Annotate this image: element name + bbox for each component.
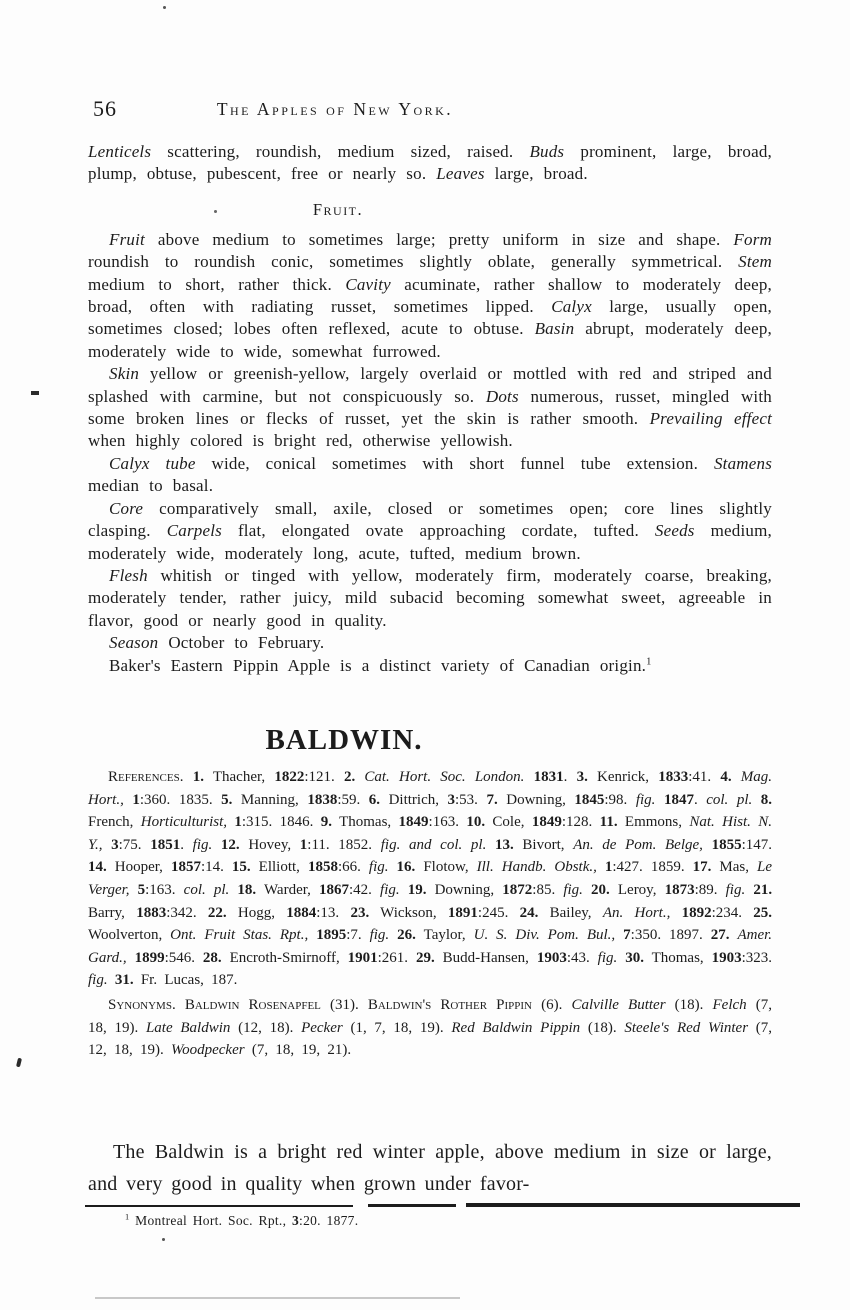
fruit-section-heading: Fruit. [312,199,364,219]
paragraph-fruit: Fruit above medium to sometimes large; pretty uniform in size and shape. Form roundish to roundish conic, sometimes slightly oblate, generally symmetrical. Stem medium to short, rather thick. Cavity acuminate, rather shallow to moderately deep, broad, often with radiating russet, sometimes lipped. Calyx large, usually open, sometimes closed; lobes often reflexed, acute to obtuse. Basin abrupt, moderately deep, moderately wide to wide, somewhat furrowed. [88,229,772,361]
references-paragraph: References. 1. Thacher, 1822:121. 2. Cat. Hort. Soc. London. 1831. 3. Kenrick, 1833:41. 4. Mag. Hort., 1:360. 1835. 5. Manning, 1838:59. 6. Dittrich, 3:53. 7. Downing, 1845:98. fig. 1847. col. pl. 8. French, Horticulturist, 1:315. 1846. 9. Thomas, 1849:163. 10. Cole, 1849:128. 11. Emmons, Nat. Hist. N. Y., 3:75. 1851. fig. 12. Hovey, 1:11. 1852. fig. and col. pl. 13. Bivort, An. de Pom. Belge, 1855:147. 14. Hooper, 1857:14. 15. Elliott, 1858:66. fig. 16. Flotow, Ill. Handb. Obstk., 1:427. 1859. 17. Mas, Le Verger, 5:163. col. pl. 18. Warder, 1867:42. fig. 19. Downing, 1872:85. fig. 20. Leroy, 1873:89. fig. 21. Barry, 1883:342. 22. Hogg, 1884:13. 23. Wickson, 1891:245. 24. Bailey, An. Hort., 1892:234. 25. Woolverton, Ont. Fruit Stas. Rpt., 1895:7. fig. 26. Taylor, U. S. Div. Pom. Bul., 7:350. 1897. 27. Amer. Gard., 1899:546. 28. Encroth-Smirnoff, 1901:261. 29. Budd-Hansen, 1903:43. fig. 30. Thomas, 1903:323. fig. 31. Fr. Lucas, 187. [88,769,773,989]
paragraph-core: Core comparatively small, axile, closed or sometimes open; core lines slightly clasping. Carpels flat, elongated ovate approaching cordate, tufted. Seeds medium, moderately wide, moderately long, acute, tufted, medium brown. [88,498,772,563]
page-number: 56 [93,96,117,121]
footnote-rule-segment [85,1205,353,1207]
lead-paragraph: The Baldwin is a bright red winter apple, above medium in size or large, and very good in quality when grown under favor- [88,1141,772,1195]
synonyms-paragraph: Synonyms. Baldwin Rosenapfel (31). Baldwin's Rother Pippin (6). Calville Butter (18). Felch (7, 18, 19). Late Baldwin (12, 18). Pecker (1, 7, 18, 19). Red Baldwin Pippin (18). Steele's Red Winter (7, 12, 18, 19). Woodpecker (7, 18, 19, 21). [88,996,773,1059]
footnote: $^1$ Montreal Hort. Soc. Rpt., 3:20. 1877. [125,1212,359,1228]
variety-title: BALDWIN. [265,724,423,756]
footnote-rule-segment [368,1204,456,1207]
scan-speck [163,6,166,9]
footnote-rule-segment [466,1203,800,1207]
scan-speck [31,391,39,395]
scan-speck [16,1058,22,1068]
scan-artifact-line [95,1297,460,1299]
paragraph-flesh: Flesh whitish or tinged with yellow, moderately firm, moderately coarse, breaking, moderately tender, rather juicy, mild subacid becoming somewhat sweet, agreeable in flavor, good or nearly good in quality. [88,565,772,630]
paragraph-season: Season October to February. [109,633,325,653]
paragraph-baker-note: Baker's Eastern Pippin Apple is a distinct variety of Canadian origin.$^1$ [109,655,652,675]
running-title: The Apples of New York. [216,99,454,119]
scan-speck [214,210,217,213]
running-head [88,96,772,126]
references-synonyms-section [88,766,772,1062]
botanical-description-section [88,141,772,677]
paragraph-calyx-tube: Calyx tube wide, conical sometimes with short funnel tube extension. Stamens median to basal. [88,453,773,496]
paragraph-skin: Skin yellow or greenish-yellow, largely overlaid or mottled with red and striped and splashed with carmine, but not conspicuously so. Dots numerous, russet, mingled with some broken lines or flecks of russet, yet the skin is rather smooth. Prevailing effect when highly colored is bright red, otherwise yellowish. [88,364,773,451]
scan-speck [162,1238,165,1241]
paragraph-lenticels: Lenticels scattering, roundish, medium sized, raised. Buds prominent, large, broad, plump, obtuse, pubescent, free or nearly so. Leaves large, broad. [88,142,772,184]
